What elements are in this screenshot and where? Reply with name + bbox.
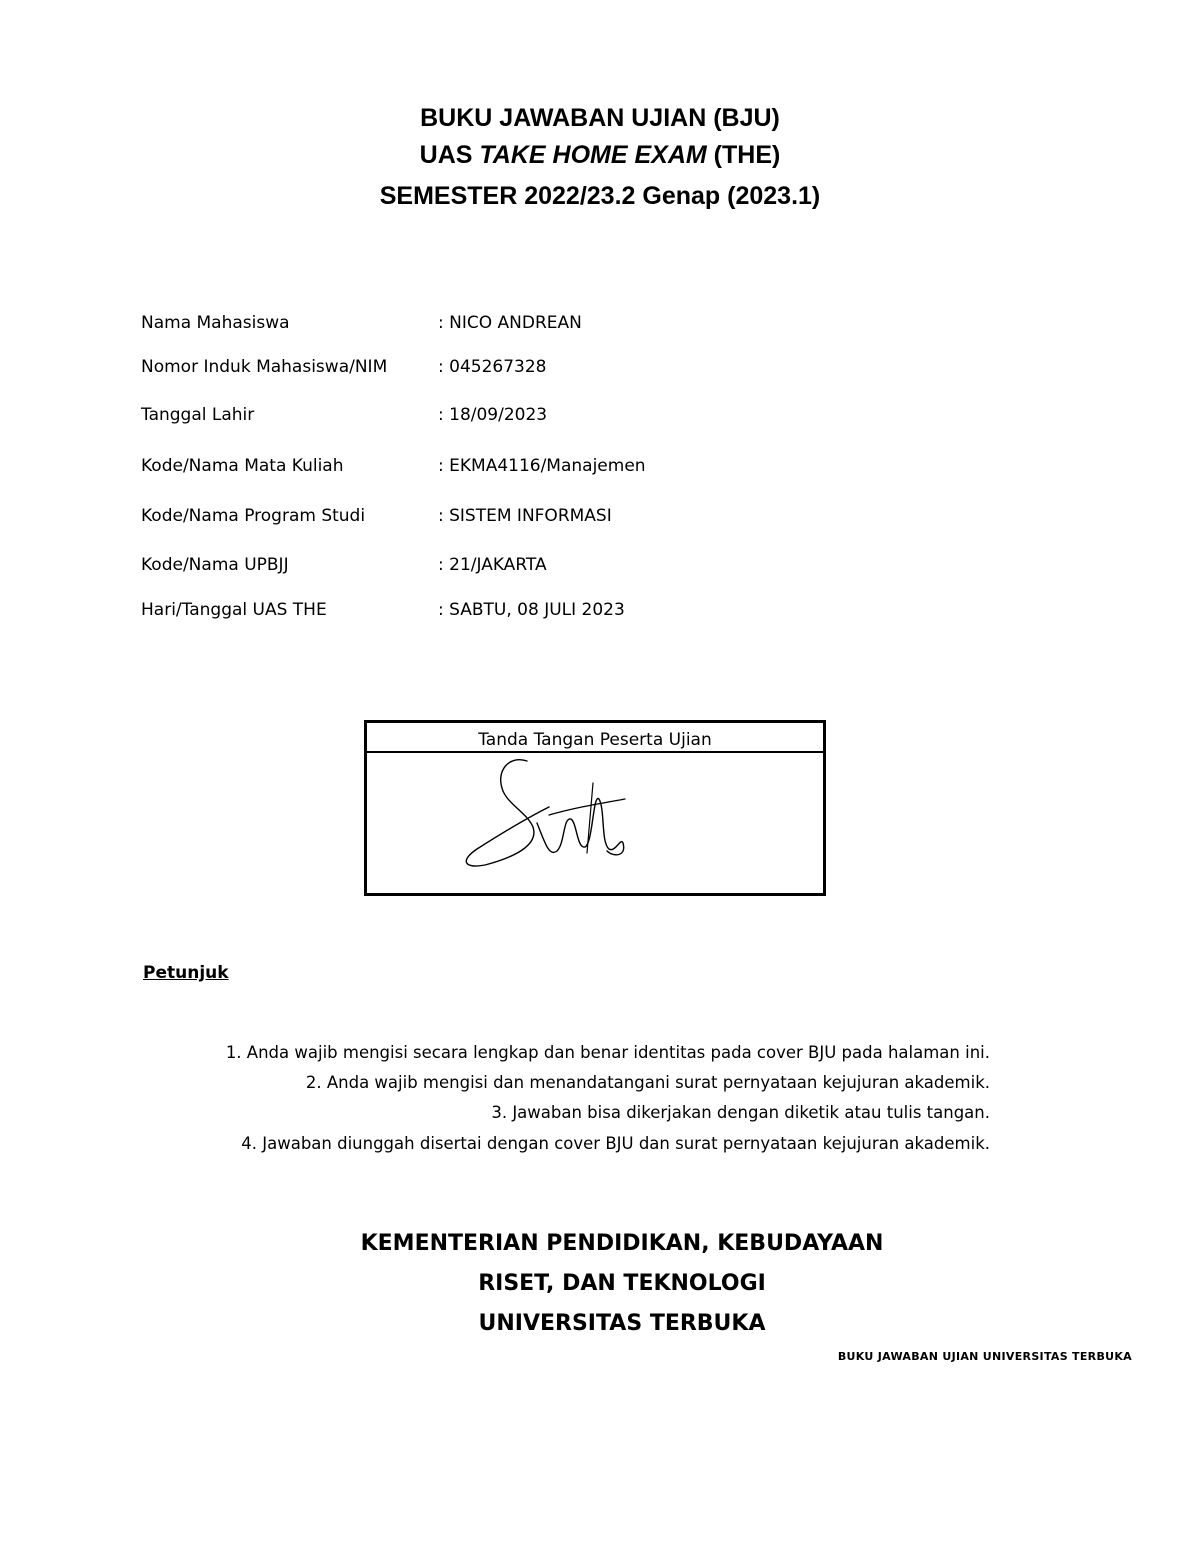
identity-value: : 18/09/2023 [438, 405, 548, 425]
identity-label: Kode/Nama Mata Kuliah [141, 456, 344, 476]
instructions-title: Petunjuk [143, 963, 229, 983]
identity-value: : EKMA4116/Manajemen [438, 456, 646, 476]
instruction-item-1: 1. Anda wajib mengisi secara lengkap dan benar identitas pada cover BJU pada halaman ini. [225, 1043, 990, 1062]
signature-heading: Tanda Tangan Peserta Ujian [367, 723, 823, 753]
instruction-item-3: 3. Jawaban bisa dikerjakan dengan diketik atau tulis tangan. [491, 1103, 990, 1122]
signature-box [364, 720, 826, 896]
signature-image [417, 753, 637, 883]
identity-label: Nomor Induk Mahasiswa/NIM [141, 357, 388, 377]
identity-label: Tanggal Lahir [141, 405, 255, 425]
doc-subtitle [0, 141, 1200, 170]
identity-value: : SISTEM INFORMASI [438, 506, 612, 526]
identity-value: : SABTU, 08 JULI 2023 [438, 600, 625, 620]
ministry-line-2: RISET, DAN TEKNOLOGI [478, 1271, 766, 1296]
identity-label: Kode/Nama UPBJJ [141, 555, 289, 575]
subtitle-suffix: (THE) [706, 141, 781, 169]
subtitle-prefix: UAS [419, 141, 480, 169]
page-footer-note: BUKU JAWABAN UJIAN UNIVERSITAS TERBUKA [837, 1350, 1132, 1363]
identity-label: Nama Mahasiswa [141, 313, 290, 333]
university-name: UNIVERSITAS TERBUKA [478, 1311, 766, 1336]
identity-value: : 045267328 [438, 357, 547, 377]
ministry-line-1: KEMENTERIAN PENDIDIKAN, KEBUDAYAAN [360, 1231, 884, 1256]
semester-line: SEMESTER 2022/23.2 Genap (2023.1) [379, 182, 821, 210]
identity-value: : 21/JAKARTA [438, 555, 547, 575]
identity-label: Kode/Nama Program Studi [141, 506, 366, 526]
identity-value: : NICO ANDREAN [438, 313, 582, 333]
doc-title: BUKU JAWABAN UJIAN (BJU) [420, 104, 780, 132]
instruction-item-4: 4. Jawaban diunggah disertai dengan cover BJU dan surat pernyataan kejujuran akademik. [241, 1134, 990, 1153]
identity-label: Hari/Tanggal UAS THE [141, 600, 327, 620]
subtitle-italic: TAKE HOME EXAM [479, 141, 707, 169]
instruction-item-2: 2. Anda wajib mengisi dan menandatangani surat pernyataan kejujuran akademik. [305, 1073, 990, 1092]
